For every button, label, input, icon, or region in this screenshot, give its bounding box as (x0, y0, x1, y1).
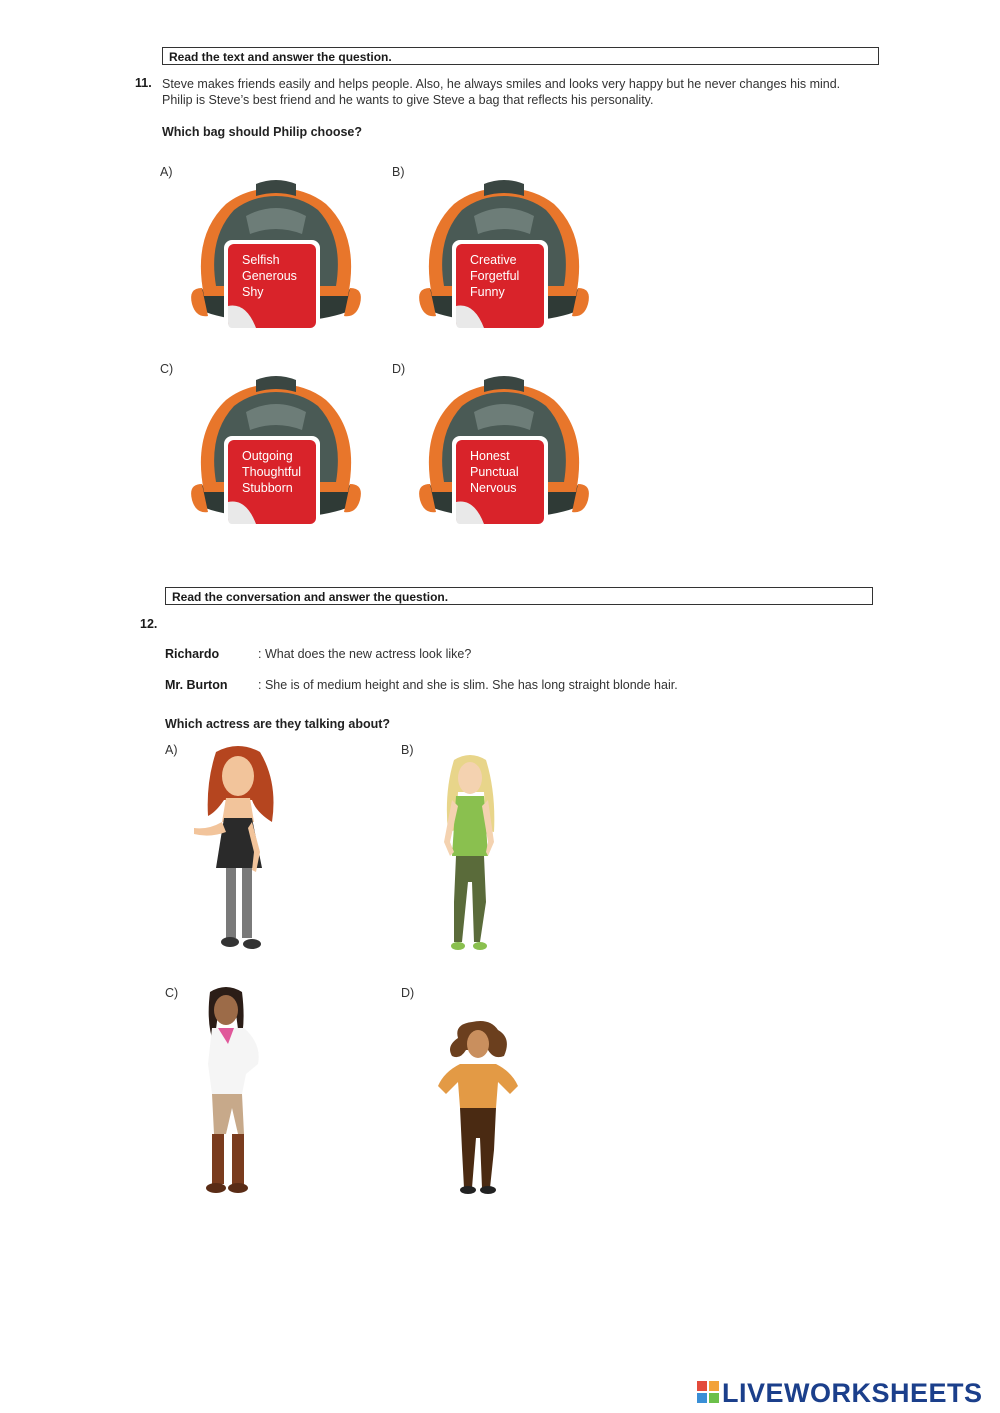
trait: Funny (470, 285, 505, 299)
actress-option-c[interactable] (188, 984, 268, 1201)
actress-option-d[interactable] (432, 1020, 524, 1201)
liveworksheets-logo[interactable] (697, 1377, 983, 1409)
question-11-number: 11. (135, 76, 152, 90)
liveworksheets-logo-text: LIVEWORKSHEETS (722, 1377, 983, 1408)
bag-a-traits (242, 252, 322, 300)
section1-instruction: Read the text and answer the question. (162, 47, 879, 65)
section2-instruction: Read the conversation and answer the question. (165, 587, 873, 605)
dialogue-speaker-2: Mr. Burton (165, 678, 228, 692)
bag-b-traits (470, 252, 550, 300)
actress-option-d-letter[interactable]: D) (401, 986, 415, 1000)
dialogue-speaker-1: Richardo (165, 647, 220, 661)
trait: Creative (470, 253, 517, 267)
bag-option-b-letter[interactable]: B) (392, 165, 405, 179)
question-12-number: 12. (140, 617, 158, 631)
trait: Thoughtful (242, 465, 302, 479)
question-11-line1: Steve makes friends easily and helps people. Also, he always smiles and looks very happy but he never changes his mind. (162, 77, 841, 91)
actress-option-a[interactable] (186, 742, 286, 959)
bag-option-d-letter[interactable]: D) (392, 362, 406, 376)
actress-option-b[interactable] (430, 752, 510, 959)
question-11-line2: Philip is Steve’s best friend and he wants to give Steve a bag that reflects his personality. (162, 93, 654, 107)
bag-option-c-letter[interactable]: C) (160, 362, 174, 376)
liveworksheets-mark-icon (697, 1381, 719, 1405)
bag-option-a[interactable] (186, 176, 366, 346)
trait: Generous (242, 269, 297, 283)
question-11-text (162, 76, 892, 108)
trait: Selfish (242, 253, 280, 267)
actress-blonde-icon (430, 752, 510, 954)
trait: Honest (470, 449, 510, 463)
trait: Nervous (470, 481, 517, 495)
actress-red-hair-icon (186, 742, 286, 954)
bag-option-d[interactable] (414, 372, 594, 542)
actress-curly-hair-icon (432, 1020, 524, 1196)
bag-option-a-letter[interactable]: A) (160, 165, 173, 179)
actress-option-b-letter[interactable]: B) (401, 743, 414, 757)
bag-option-c[interactable] (186, 372, 366, 542)
trait: Punctual (470, 465, 519, 479)
dialogue-line-1: : What does the new actress look like? (258, 647, 472, 661)
actress-option-c-letter[interactable]: C) (165, 986, 179, 1000)
trait: Outgoing (242, 449, 293, 463)
bag-option-b[interactable] (414, 176, 594, 346)
question-11-prompt: Which bag should Philip choose? (162, 125, 362, 139)
actress-dark-hair-icon (188, 984, 268, 1196)
bag-c-traits (242, 448, 322, 496)
bag-d-traits (470, 448, 550, 496)
trait: Stubborn (242, 481, 293, 495)
actress-option-a-letter[interactable]: A) (165, 743, 178, 757)
question-12-prompt: Which actress are they talking about? (165, 717, 391, 731)
trait: Forgetful (470, 269, 520, 283)
dialogue-line-2: : She is of medium height and she is slim. She has long straight blonde hair. (258, 678, 678, 692)
trait: Shy (242, 285, 264, 299)
